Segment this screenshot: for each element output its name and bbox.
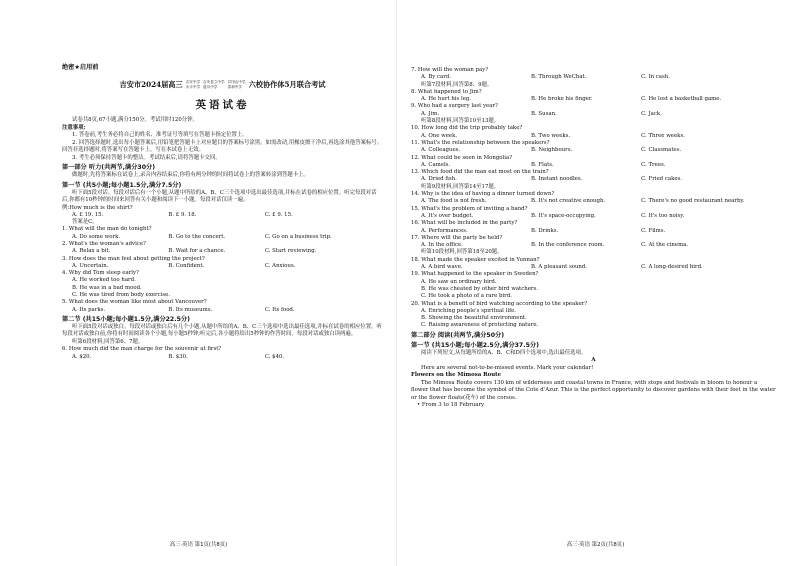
option-row (411, 213, 776, 220)
option: A. Jim. (421, 110, 440, 117)
option: C. Anxious. (264, 262, 296, 269)
option: B. Flats. (531, 161, 554, 168)
option: A. Camels. (421, 161, 451, 168)
part2-title: 第二部分 阅读(共两节,满分50分) (411, 331, 505, 339)
option-row (411, 74, 776, 81)
option: C. A long-desired bird. (641, 264, 703, 271)
school-name: 吉安中学 (185, 80, 201, 85)
option-row (411, 264, 776, 271)
notice-item: 2. 回答选择题时,选出每小题答案后,用铅笔把答题卡上对应题目的答案标号涂黑。如需改动,用橡皮擦干净后,再选涂其他答案标号。回答非选择题时,将答案写在答题卡上。写在本试卷上无效。 (62, 139, 383, 153)
school-name: 吉安县立中学 (203, 80, 225, 85)
option: C. At the cinema. (641, 242, 689, 249)
option: B. Two weeks. (531, 132, 571, 139)
question: 13. Which food did the man eat most on the train? (411, 169, 549, 176)
option: A. Its parks. (72, 306, 106, 313)
part1-title: 第一部分 听力(共两节,满分30分) (62, 164, 156, 171)
option: C. He was tired from body exercise. (72, 292, 171, 299)
exam-page-2 (397, 0, 794, 566)
option: A. Performances. (421, 227, 468, 234)
option: B. Neighbours. (531, 147, 573, 154)
question: 14. Why is the idea of having a dinner turned down? (411, 191, 555, 198)
option-row (62, 307, 383, 314)
option: C. Its food. (264, 306, 295, 313)
exam-header (62, 80, 383, 90)
school-list (186, 80, 246, 89)
material-note: 听第10段材料,回答第18至20题。 (421, 249, 503, 256)
option: B. £ 9. 18. (168, 211, 197, 218)
option: C. Go on a business trip. (264, 233, 332, 240)
option: B. Drinks. (531, 227, 559, 234)
option: A. £ 19. 15. (72, 211, 104, 218)
question: 2. What's the woman's advice? (62, 240, 146, 247)
question: 12. What could be seen in Mongolia? (411, 154, 513, 161)
option-row (411, 111, 776, 118)
option-row (62, 212, 383, 219)
part2-section1-title: 第一节 (共15小题;每小题2.5分,满分37.5分) (411, 341, 539, 349)
question: 1. What will the man do tonight? (62, 226, 152, 233)
question: 7. How will the woman pay? (411, 67, 489, 73)
option: A. The food is not fresh. (421, 198, 487, 205)
option: A. $20. (72, 353, 92, 360)
page-footer: 高三·英语 第2页(共8页) (566, 542, 625, 548)
material-note: 听第6段材料,回答第6、7题。 (72, 338, 144, 345)
question: 9. Who had a surgery last year? (411, 103, 498, 110)
option: A. Enriching people's spiritual life. (421, 307, 516, 314)
option: C. It's too noisy. (641, 212, 685, 219)
option: C. He took a photo of a rare bird. (421, 293, 512, 300)
option-row (62, 234, 383, 241)
option: B. Instant noodles. (531, 176, 583, 183)
page-footer: 高三·英语 第1页(共8页) (169, 542, 228, 548)
question: 17. Where will the party be held? (411, 234, 503, 241)
option: B. Go to the concert. (168, 233, 226, 240)
question: 8. What happened to Jim? (411, 88, 482, 95)
section1-intro: 听下面5段对话。每段对话后有一个小题,从题中所给的A、B、C三个选项中选出最佳选项,并标在试卷的相应位置。听完每段对话后,你都有10秒钟的时间来回答有关小题和阅读下一小题。每段对话仅读一遍。 (62, 189, 377, 203)
notice-item: 1. 答卷前,考生务必将自己的姓名、准考证号等填写在答题卡指定位置上。 (72, 132, 248, 138)
question: 18. What made the speaker excited in Yunnan? (411, 256, 540, 263)
material-note: 听第9段材料,回答第14至17题。 (421, 183, 500, 190)
option: B. A pleasant sound. (531, 264, 588, 271)
option: C. Fried cakes. (641, 176, 683, 183)
question: 10. How long did the trip probably take? (411, 125, 523, 132)
option: A. One week. (421, 132, 458, 139)
option: B. It's not creative enough. (531, 198, 606, 205)
option: C. He lost a basketball game. (641, 96, 722, 103)
option: C. There's no good restaurant nearby. (641, 198, 745, 205)
event-title: Flowers on the Mimosa Route (411, 372, 502, 379)
notice-title: 注意事项: (62, 124, 86, 131)
question: 19. What happened to the speaker in Sweden? (411, 271, 539, 278)
option: A. He hurt his leg. (421, 96, 472, 103)
question: 5. What does the woman like most about Vancouver? (62, 299, 207, 306)
option-row (411, 198, 776, 205)
material-note: 听第7段材料,回答第8、9题。 (421, 81, 493, 88)
question: 4. Why did Tom sleep early? (62, 270, 139, 277)
option: A. He saw an ordinary bird. (421, 278, 497, 285)
option: C. In cash. (641, 74, 670, 81)
event-body: The Mimosa Route covers 130 km of wilderness and coastal towns in France, with stops and festivals in bloom to honour a flower that has become the symbol of the Cote d'Azur. This is the perfect opportunity to discover gardens with their feet in the water or the flower floats(花车) of the corsos. (411, 379, 776, 401)
option: B. It's space-occupying. (531, 212, 596, 219)
question: 6. How much did the man charge for the souvenir at first? (62, 346, 222, 353)
option-row (411, 147, 776, 154)
school-name: 井冈山中学 (227, 80, 246, 85)
option-row (411, 228, 776, 235)
question: 16. What will be included in the party? (411, 220, 518, 227)
confidential-label: 绝密★启用前 (62, 64, 99, 71)
option: A. A bird wave. (421, 264, 463, 271)
event-date: • From 3 to 18 February (417, 402, 485, 409)
question: 15. What's the problem of inviting a band? (411, 205, 528, 212)
example-answer: 答案是C。 (72, 219, 98, 226)
option: C. Raising awareness of protecting nature. (421, 322, 539, 329)
option: B. $30. (168, 353, 188, 360)
exam-intro: 试卷共8页,67小题,满分150分。考试用时120分钟。 (72, 117, 198, 123)
option: C. Jack. (641, 110, 662, 117)
option: B. Through WeChat. (531, 74, 587, 81)
option: B. Its museums. (168, 306, 213, 313)
option: A. He worked too hard. (72, 277, 136, 284)
option: C. $40. (264, 353, 285, 360)
school-name: 遂川中学 (203, 85, 218, 89)
header-prefix: 吉安市2024届高三 (119, 80, 183, 89)
option: A. Do some work. (72, 233, 121, 240)
option: B. Showing the beautiful environment. (421, 315, 527, 322)
option: B. He was in a bad mood. (72, 284, 142, 291)
option-row (62, 248, 383, 255)
header-suffix: 六校协作体5月联合考试 (248, 80, 326, 89)
option: A. Uncertain. (72, 262, 109, 269)
option-row (411, 162, 776, 169)
option: B. In the conference room. (531, 242, 605, 249)
school-name: 泰和中学 (227, 85, 242, 89)
school-name: 永丰中学 (185, 85, 201, 89)
option: C. £ 9. 15. (264, 211, 293, 218)
passage-lead: Here are several not-to-be-missed events. Mark your calendar! (421, 364, 594, 371)
option: A. Relax a bit. (72, 248, 111, 255)
section2-intro: 听下面5段对话或独白。每段对话或独白后有几个小题,从题中所给的A、B、C三个选项中选出最佳选项,并标在试卷的相应位置。听每段对话或独白前,你将有时间阅读各个小题,每小题5秒钟;听完后,各小题将给出5秒钟的作答时间。每段对话或独白读两遍。 (62, 323, 382, 338)
option: A. In the office. (421, 242, 463, 249)
question: 20. What is a benefit of bird watching according to the speaker? (411, 300, 588, 307)
option: A. Dried fish. (421, 176, 457, 183)
option: B. Susan. (531, 110, 557, 117)
example-question: 例:How much is the shirt? (62, 204, 133, 211)
option-row (62, 263, 383, 270)
option: A. Colleagues. (421, 147, 461, 154)
subject-title: 英语试卷 (195, 99, 250, 111)
option: A. It's over budget. (421, 212, 474, 219)
option-row (411, 133, 776, 140)
option: C. Three weeks. (641, 132, 685, 139)
material-note: 听第8段材料,回答第10至13题。 (421, 118, 500, 125)
option: C. Trees. (641, 161, 666, 168)
option: B. He was cheated by other bird watchers. (421, 285, 538, 292)
option: C. Classmates. (641, 147, 682, 154)
section1-title: 第一节 (共5小题;每小题1.5分,满分7.5分) (62, 181, 182, 189)
option: A. By card. (421, 74, 452, 81)
option: B. Confident. (168, 262, 205, 269)
question: 11. What's the relationship between the speakers? (411, 139, 550, 146)
option-row (411, 176, 776, 183)
option-row (62, 354, 383, 361)
option: C. Start reviewing. (264, 248, 317, 255)
option: B. Wait for a chance. (168, 248, 226, 255)
section2-title: 第二节 (共15小题;每小题1.5分,满分22.5分) (62, 315, 190, 323)
option-row (411, 96, 776, 103)
option: B. He broke his finger. (531, 96, 593, 103)
passage-letter: A (591, 357, 596, 364)
notice-item: 3. 考生必须保持答题卡的整洁。考试结束后,请将答题卡交回。 (72, 154, 221, 161)
part1-intro: 做题时,先将答案标在试卷上,录音内容结束后,你将有两分钟的时间将试卷上的答案转涂到答题卡上。 (72, 172, 309, 178)
part2-section1-intro: 阅读下列短文,从每题所给的A、B、C和D四个选项中,选出最佳选项。 (421, 349, 587, 356)
option: C. Films. (641, 227, 666, 234)
question: 3. How does the man feel about getting the project? (62, 255, 205, 262)
